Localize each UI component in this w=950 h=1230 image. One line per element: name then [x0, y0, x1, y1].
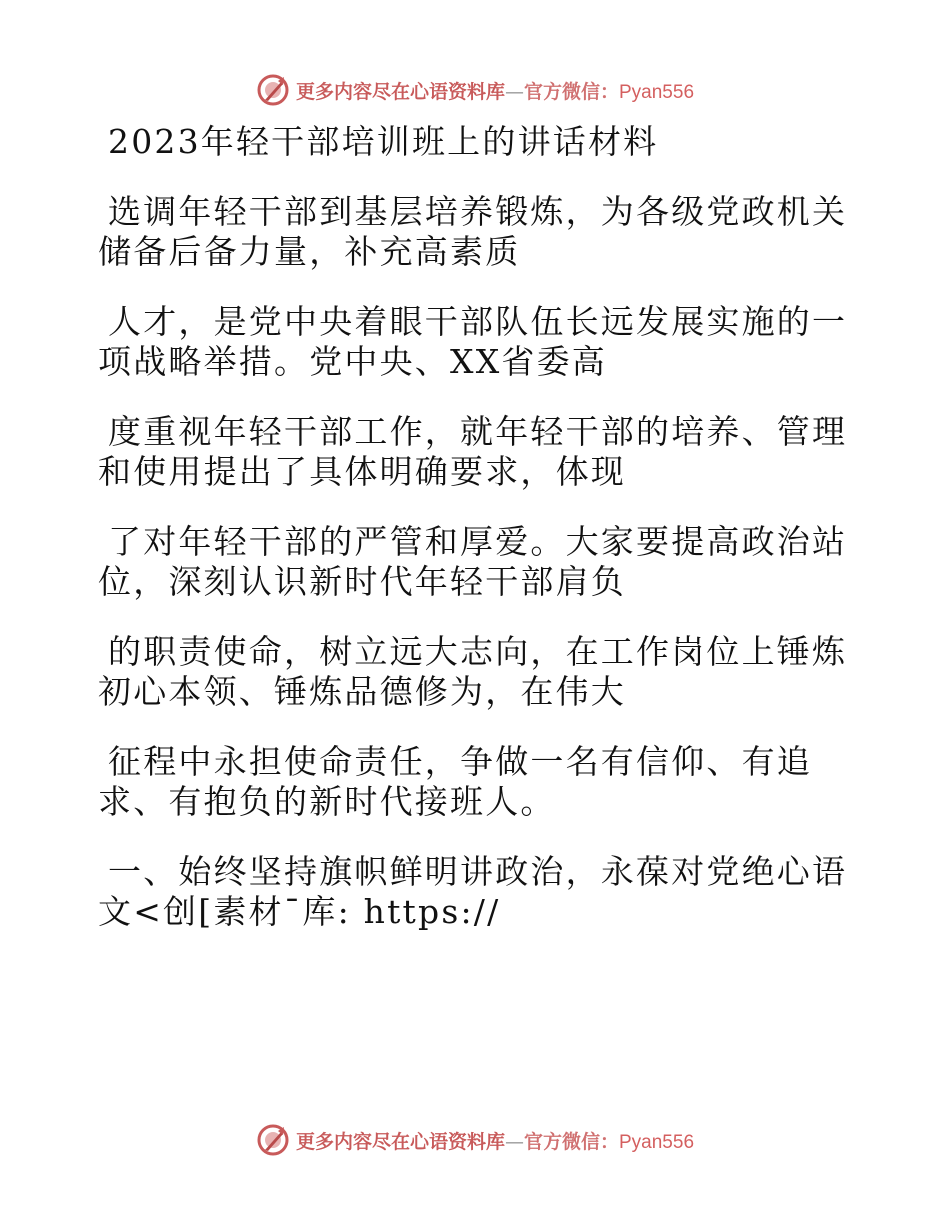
paragraph-1 — [98, 192, 848, 272]
paragraph-line: 初心本领、锤炼品德修为，在伟大 — [98, 672, 626, 711]
paragraph-line: 求、有抱负的新时代接班人。 — [98, 782, 556, 821]
watermark-label: 官方微信： — [523, 80, 619, 103]
watermark-handle: Pyan556 — [619, 1131, 695, 1153]
watermark-handle: Pyan556 — [619, 81, 695, 103]
paragraph-line: 一、始终坚持旗帜鲜明讲政治，永葆对党绝心语 — [108, 852, 848, 891]
document-body — [98, 122, 848, 962]
footer-watermark — [0, 1120, 950, 1160]
paragraph-6 — [98, 742, 848, 822]
quill-pen-circle-icon — [256, 73, 290, 107]
paragraph-line: 位，深刻认识新时代年轻干部肩负 — [98, 562, 626, 601]
paragraph-line: 和使用提出了具体明确要求，体现 — [98, 452, 626, 491]
watermark-label: 官方微信： — [523, 1130, 619, 1153]
watermark-dash: — — [504, 1130, 524, 1153]
watermark-text — [296, 77, 694, 104]
paragraph-line: 征程中永担使命责任，争做一名有信仰、有追 — [108, 742, 812, 781]
header-watermark — [0, 70, 950, 110]
paragraph-7 — [98, 852, 848, 932]
paragraph-3 — [98, 412, 848, 492]
paragraph-line: 了对年轻干部的严管和厚爱。大家要提高政治站 — [108, 522, 848, 561]
quill-pen-circle-icon — [256, 1123, 290, 1157]
paragraph-line: 人才，是党中央着眼干部队伍长远发展实施的一 — [108, 302, 848, 341]
paragraph-line: 度重视年轻干部工作，就年轻干部的培养、管理 — [108, 412, 848, 451]
watermark-site-text: 更多内容尽在心语资料库 — [295, 1130, 505, 1153]
document-title: 2023年轻干部培训班上的讲话材料 — [108, 122, 659, 161]
watermark-text — [296, 1127, 694, 1154]
watermark-dash: — — [504, 80, 524, 103]
paragraph-line: 选调年轻干部到基层培养锻炼，为各级党政机关 — [108, 192, 848, 231]
paragraph-line: 项战略举措。党中央、XX省委高 — [98, 342, 607, 381]
watermark-site-text: 更多内容尽在心语资料库 — [295, 80, 505, 103]
paragraph-2 — [98, 302, 848, 382]
paragraph-line: 的职责使命，树立远大志向，在工作岗位上锤炼 — [108, 632, 848, 671]
paragraph-5 — [98, 632, 848, 712]
paragraph-4 — [98, 522, 848, 602]
paragraph-line: 文<创[素材¯库: https:// — [98, 892, 501, 931]
paragraph-line: 储备后备力量，补充高素质 — [98, 232, 521, 271]
